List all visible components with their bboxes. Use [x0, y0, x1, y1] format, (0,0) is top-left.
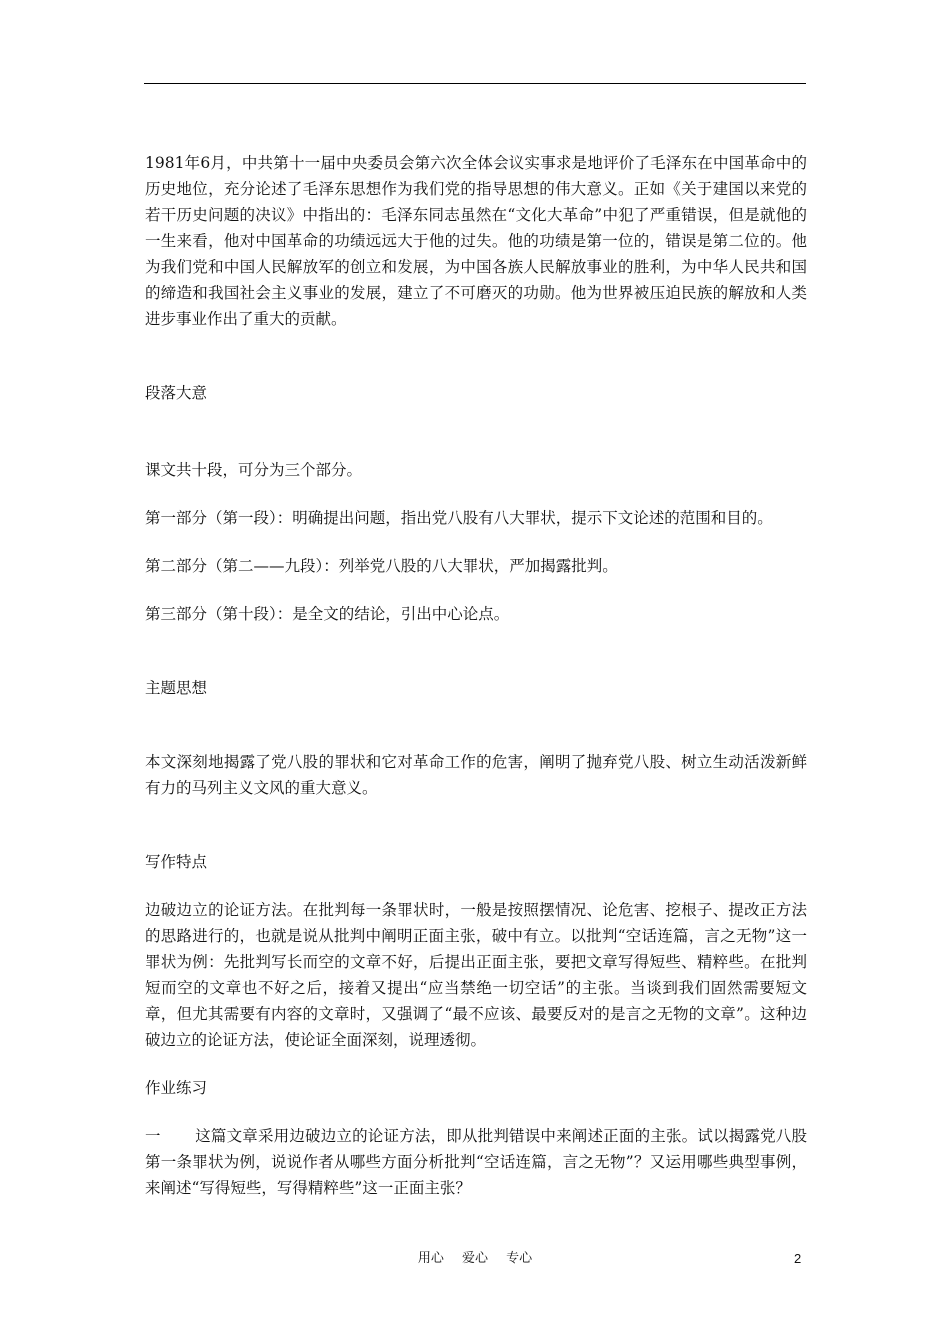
footer-motto: 用心 爱心 专心 [417, 1251, 533, 1266]
writing-paragraph: 边破边立的论证方法。在批判每一条罪状时，一般是按照摆情况、论危害、挖根子、提改正方法的思路进行的，也就是说从批判中阐明正面主张，破中有立。以批判“空话连篇，言之无物”这一罪状为例：先批判写长而空的文章不好，后提出正面主张，要把文章写得短些、精粹些。在批判短而空的文章也不好之后，接着又提出“应当禁绝一切空话”的主张。当谈到我们固然需要短文章，但尤其需要有内容的文章时，又强调了“最不应该、最要反对的是言之无物的文章”。这种边破边立的论证方法，使论证全面深刻，说理透彻。 [145, 901, 807, 1049]
homework-item-text: 这篇文章采用边破边立的论证方法，即从批判错误中来阐述正面的主张。试以揭露党八股第一条罪状为例，说说作者从哪些方面分析批判“空话连篇，言之无物”？又运用哪些典型事例，来阐述“写得短些，写得精粹些”这一正面主张？ [145, 1127, 807, 1197]
summary-part-3: 第三部分（第十段）：是全文的结论，引出中心论点。 [145, 605, 510, 623]
theme-paragraph: 本文深刻地揭露了党八股的罪状和它对革命工作的危害，阐明了抛弃党八股、树立生动活泼新鲜有力的马列主义文风的重大意义。 [145, 753, 807, 797]
section-heading-homework: 作业练习 [145, 1079, 208, 1097]
summary-total: 课文共十段，可分为三个部分。 [145, 461, 363, 479]
summary-part-2: 第二部分（第二——九段）：列举党八股的八大罪状，严加揭露批判。 [145, 557, 618, 575]
intro-paragraph: 1981年6月，中共第十一届中央委员会第六次全体会议实事求是地评价了毛泽东在中国革命中的历史地位，充分论述了毛泽东思想作为我们党的指导思想的伟大意义。正如《关于建国以来党的若干历史问题的决议》中指出的：毛泽东同志虽然在“文化大革命”中犯了严重错误，但是就他的一生来看，他对中国革命的功绩远远大于他的过失。他的功绩是第一位的，错误是第二位的。他为我们党和中国人民解放军的创立和发展，为中国各族人民解放事业的胜利，为中华人民共和国的缔造和我国社会主义事业的发展，建立了不可磨灭的功勋。他为世界被压迫民族的解放和人类进步事业作出了重大的贡献。 [145, 154, 807, 328]
summary-part-1: 第一部分（第一段）：明确提出问题，指出党八股有八大罪状，提示下文论述的范围和目的。 [145, 509, 773, 527]
header-rule [144, 83, 806, 84]
document-body [145, 150, 807, 1201]
homework-item-1 [145, 1123, 807, 1201]
section-heading-writing: 写作特点 [145, 853, 208, 871]
section-heading-theme: 主题思想 [145, 679, 208, 697]
page-number: 2 [794, 1251, 802, 1266]
homework-item-number: 一 [145, 1127, 161, 1145]
section-heading-paragraph-summary: 段落大意 [145, 384, 208, 402]
